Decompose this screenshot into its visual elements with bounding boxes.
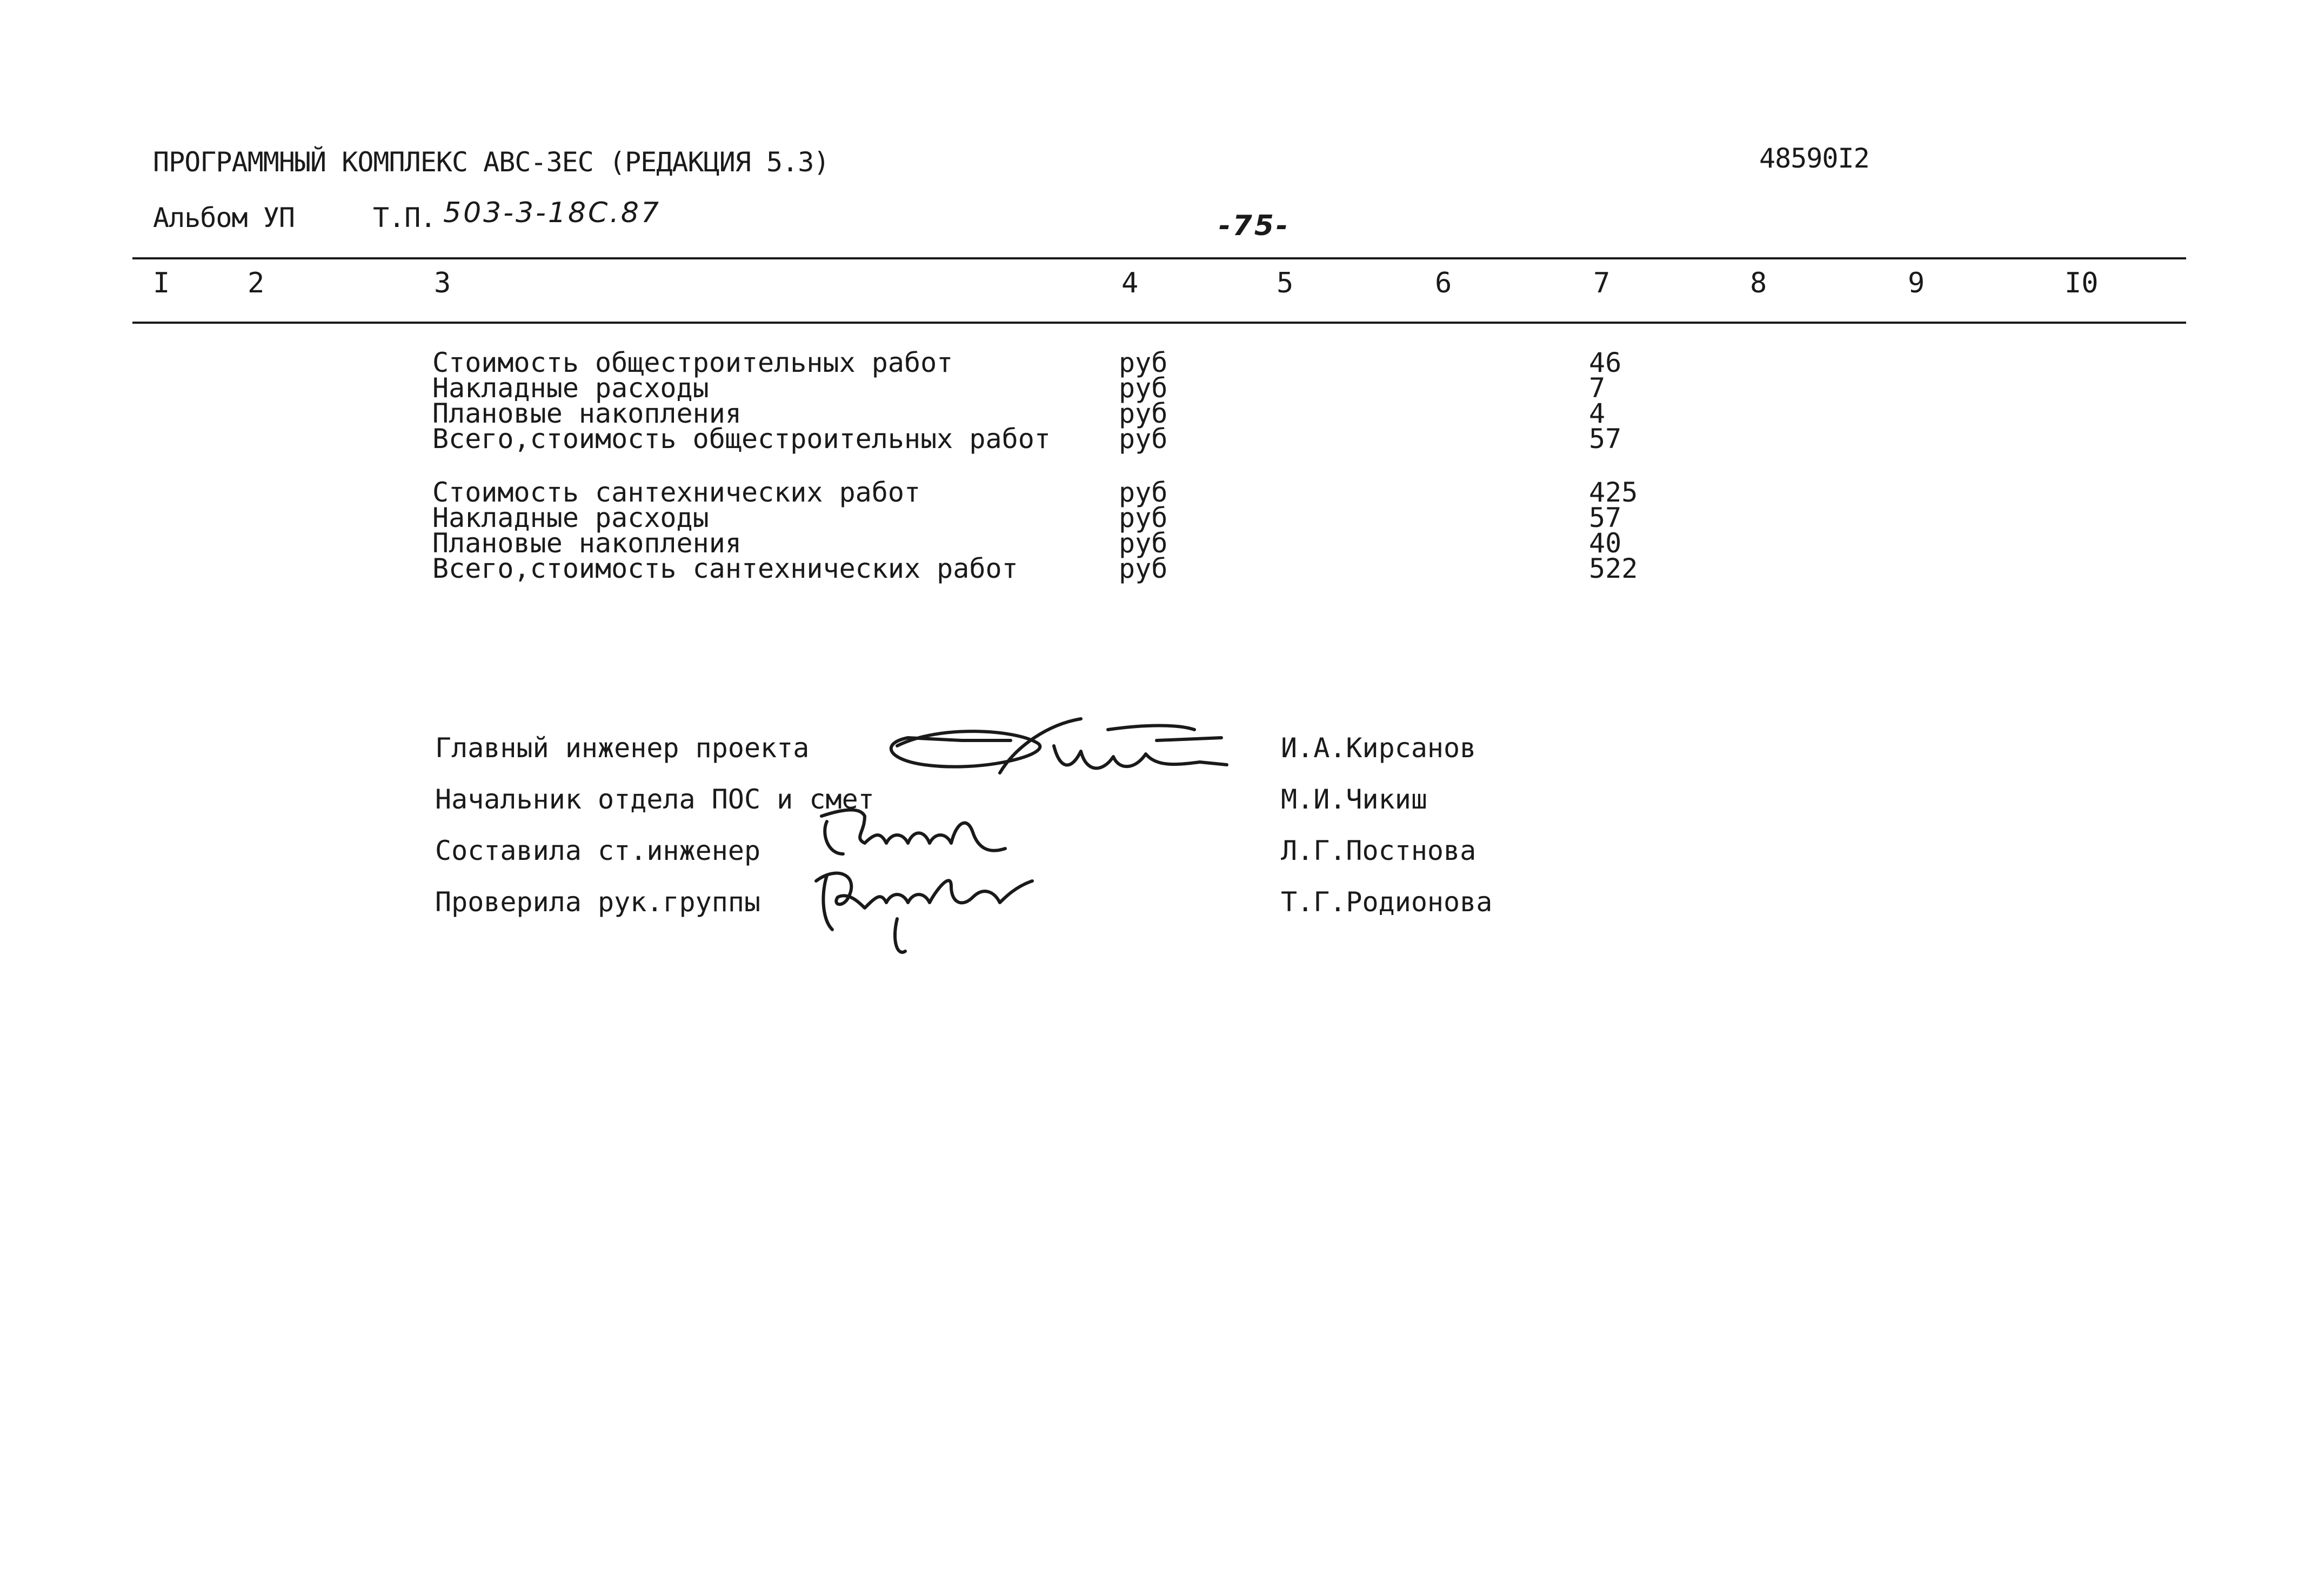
signature-chief-engineer [876,713,1243,800]
column-header-6: 6 [1435,267,1452,299]
cost-name: Всего,стоимость общестроительных работ [432,423,1051,455]
table-top-rule [132,257,2186,259]
cost-name: Плановые накопления [432,398,741,429]
column-header-9: 9 [1908,267,1925,299]
cost-value: 57 [1589,502,1622,533]
cost-unit: руб [1119,372,1168,404]
column-header-2: 2 [248,267,265,299]
cost-name: Плановые накопления [432,527,741,559]
cost-value: 522 [1589,553,1638,584]
cost-unit: руб [1119,502,1168,533]
album-label: Альбом УП [153,202,295,233]
cost-unit: руб [1119,347,1168,378]
cost-name: Накладные расходы [432,372,709,404]
column-header-1: I [153,267,170,299]
cost-unit: руб [1119,477,1168,508]
cost-unit: руб [1119,527,1168,559]
cost-value: 57 [1589,423,1622,455]
signature-role: Начальник отдела ПОС и смет [435,784,874,815]
cost-group-general-units [1119,347,1168,455]
cost-name: Всего,стоимость сантехнических работ [432,553,1018,584]
cost-value: 46 [1589,347,1622,378]
signature-group-head [800,859,1070,962]
table-header-rule [132,322,2186,324]
cost-name: Накладные расходы [432,502,709,533]
column-header-8: 8 [1750,267,1767,299]
column-header-4: 4 [1121,267,1139,299]
signer-name: Л.Г.Постнова [1281,835,1477,866]
column-header-3: 3 [434,267,451,299]
cost-value: 7 [1589,372,1606,404]
cost-unit: руб [1119,423,1168,455]
column-header-10: I0 [2065,267,2099,299]
cost-name: Стоимость сантехнических работ [432,477,921,508]
page-number: -75- [1219,210,1290,242]
cost-value: 425 [1589,477,1638,508]
column-header-5: 5 [1277,267,1294,299]
signer-name: Т.Г.Родионова [1281,886,1493,918]
cost-group-general [432,347,1051,455]
signer-name: И.А.Кирсанов [1281,732,1477,764]
cost-group-general-values [1589,347,1622,455]
cost-unit: руб [1119,398,1168,429]
cost-group-plumbing-units [1119,477,1168,584]
document-number: 48590I2 [1759,143,1869,174]
signature-role: Главный инженер проекта [435,732,810,764]
cost-name: Стоимость общестроительных работ [432,347,953,378]
cost-unit: руб [1119,553,1168,584]
signature-names [1281,732,1492,938]
signature-role: Составила ст.инженер [435,835,761,866]
cost-group-plumbing-values [1589,477,1638,584]
document-title: ПРОГРАММНЫЙ КОМПЛЕКС АВС-ЗЕС (РЕДАКЦИЯ 5.3) [153,146,830,178]
cost-value: 4 [1589,398,1606,429]
column-header-7: 7 [1593,267,1611,299]
signer-name: М.И.Чикиш [1281,784,1427,815]
signature-engineer [805,800,1032,865]
cost-value: 40 [1589,527,1622,559]
tp-number: 503-3-18С.87 [443,197,662,229]
cost-group-plumbing [432,477,1018,584]
signature-role: Проверила рук.группы [435,886,761,918]
tp-prefix: Т.П. [373,202,436,233]
